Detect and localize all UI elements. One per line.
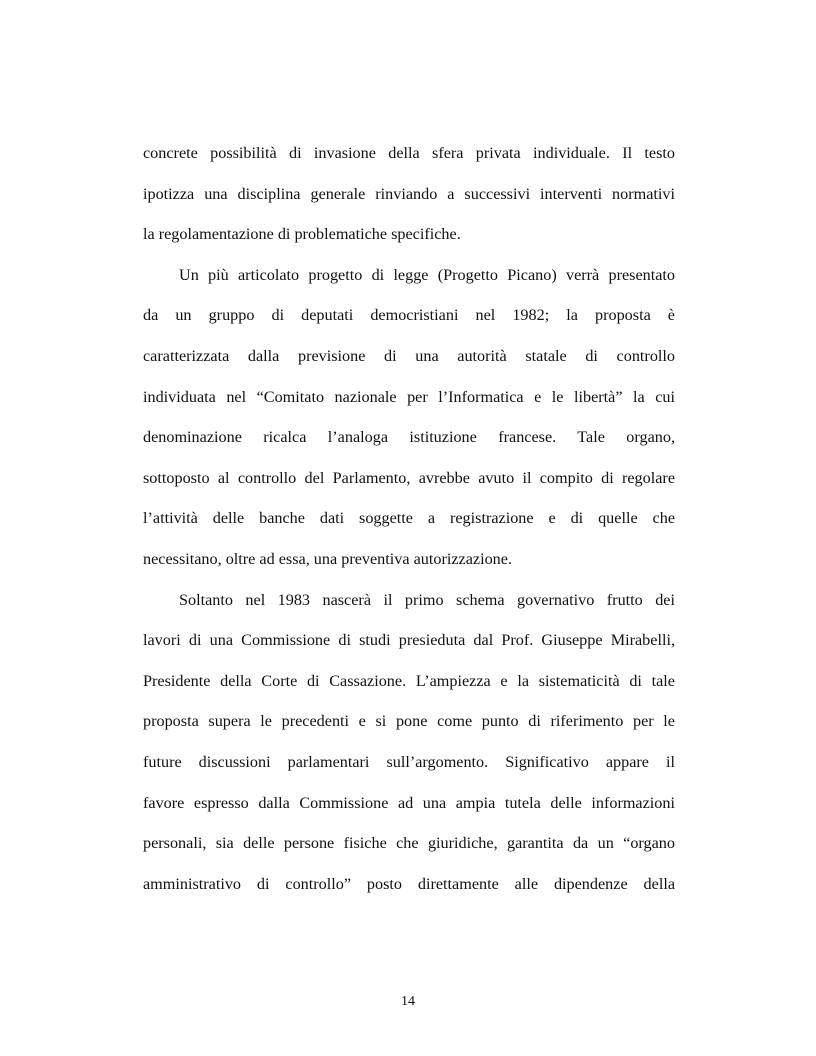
text-line: caratterizzata dalla previsione di una autorità statale di controllo <box>143 346 675 365</box>
text-line: sottoposto al controllo del Parlamento, avrebbe avuto il compito di regolare <box>143 468 675 487</box>
text-line: proposta supera le precedenti e si pone come punto di riferimento per le <box>143 712 675 731</box>
page-number: 14 <box>401 994 415 1009</box>
text-line: necessitano, oltre ad essa, una preventiva autorizzazione. <box>143 549 513 568</box>
text-line: future discussioni parlamentari sull’argomento. Significativo appare il <box>143 752 675 771</box>
text-line: Un più articolato progetto di legge (Progetto Picano) verrà presentato <box>179 265 675 284</box>
text-line: denominazione ricalca l’analoga istituzione francese. Tale organo, <box>143 428 675 447</box>
text-line: personali, sia delle persone fisiche che giuridiche, garantita da un “organo <box>143 834 675 853</box>
text-line: amministrativo di controllo” posto direttamente alle dipendenze della <box>143 874 675 893</box>
text-line: ipotizza una disciplina generale rinviando a successivi interventi normativi <box>143 184 675 203</box>
text-line: Soltanto nel 1983 nascerà il primo schema governativo frutto dei <box>179 590 675 609</box>
text-line: favore espresso dalla Commissione ad una ampia tutela delle informazioni <box>143 793 675 812</box>
text-line: concrete possibilità di invasione della sfera privata individuale. Il testo <box>143 144 675 162</box>
text-line: da un gruppo di deputati democristiani nel 1982; la proposta è <box>143 306 675 325</box>
text-line: la regolamentazione di problematiche specifiche. <box>143 225 461 244</box>
text-line: lavori di una Commissione di studi presieduta dal Prof. Giuseppe Mirabelli, <box>143 631 675 650</box>
text-line: Presidente della Corte di Cassazione. L’ampiezza e la sistematicità di tale <box>143 671 675 690</box>
body-text <box>143 138 675 909</box>
text-line: l’attività delle banche dati soggette a registrazione e di quelle che <box>143 509 675 528</box>
text-line: individuata nel “Comitato nazionale per l’Informatica e le libertà” la cui <box>143 387 675 406</box>
